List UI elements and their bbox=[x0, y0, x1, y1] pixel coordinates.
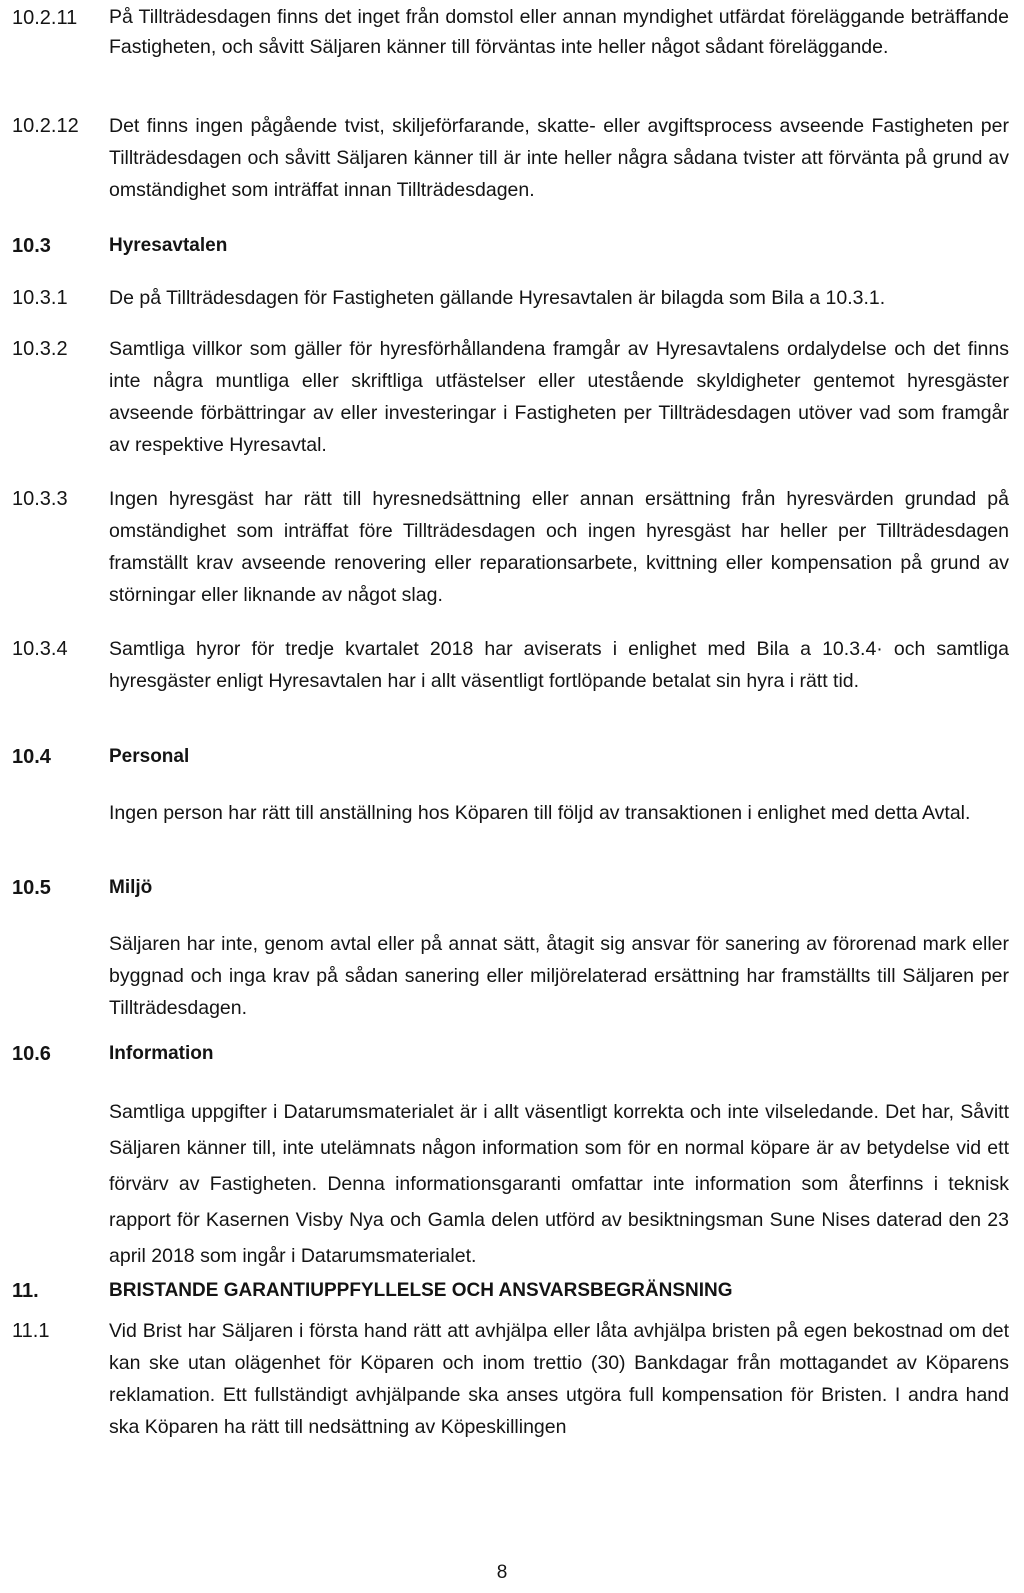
clause-text: På Tillträdesdagen finns det inget från domstol eller annan myndighet utfärdat föreläggande beträffande Fastigheten, och såvitt Säljaren känner till förväntas inte heller något sådant föreläggande. bbox=[109, 6, 1009, 58]
clause-text: Det finns ingen pågående tvist, skiljeförfarande, skatte- eller avgiftsprocess avseende Fastigheten per Tillträdesdagen och såvitt Säljaren känner till är inte heller några sådana tvister att förvänta på grund av omständighet som inträffat innan Tillträdesdagen. bbox=[109, 115, 1009, 201]
page-number: 8 bbox=[496, 1562, 508, 1583]
section-number: 10.5 bbox=[12, 877, 51, 899]
section-heading: Miljö bbox=[109, 877, 153, 898]
section-heading: Personal bbox=[109, 746, 190, 767]
section-number: 10.6 bbox=[12, 1043, 51, 1065]
section-heading: BRISTANDE GARANTIUPPFYLLELSE OCH ANSVARSBEGRÄNSNING bbox=[109, 1280, 733, 1301]
clause-number: 10.3.1 bbox=[12, 287, 68, 309]
section-number: 11. bbox=[12, 1280, 39, 1302]
clause-number: 10.3.4 bbox=[12, 638, 68, 660]
section-number: 10.4 bbox=[12, 746, 51, 768]
section-heading: Information bbox=[109, 1043, 214, 1064]
clause-number: 10.3.2 bbox=[12, 338, 68, 360]
clause-text: De på Tillträdesdagen för Fastigheten gällande Hyresavtalen är bilagda som Bila a 10.3.1. bbox=[109, 287, 886, 309]
clause-number: 11.1 bbox=[12, 1320, 50, 1342]
section-text: Säljaren har inte, genom avtal eller på annat sätt, åtagit sig ansvar för sanering av förorenad mark eller byggnad och inga krav på sådan sanering eller miljörelaterad ersättning har framställts till Säljaren per Tillträdesdagen. bbox=[109, 933, 1009, 1019]
clause-number: 10.2.12 bbox=[12, 115, 79, 137]
clause-number: 10.3.3 bbox=[12, 488, 68, 510]
clause-text: Vid Brist har Säljaren i första hand rätt att avhjälpa eller låta avhjälpa bristen på egen bekostnad om det kan ske utan olägenhet för Köparen och inom trettio (30) Bankdagar från mottagandet av Köparens reklamation. Ett fullständigt avhjälpande ska anses utgöra full kompensation för Bristen. I andra hand ska Köparen ha rätt till nedsättning av Köpeskillingen bbox=[109, 1320, 1009, 1438]
section-text: Ingen person har rätt till anställning hos Köparen till följd av transaktionen i enlighet med detta Avtal. bbox=[109, 802, 971, 824]
section-number: 10.3 bbox=[12, 235, 51, 257]
section-text: Samtliga uppgifter i Datarumsmaterialet är i allt väsentligt korrekta och inte vilseledande. Det har, Såvitt Säljaren känner till, inte utelämnats någon information som för en normal köpare är av betydelse vid ett förvärv av Fastigheten. Denna informationsgaranti omfattar inte information som återfinns i teknisk rapport för Kasernen Visby Nya och Gamla delen utförd av besiktningsman Sune Nises daterad den 23 april 2018 som ingår i Datarumsmaterialet. bbox=[109, 1101, 1009, 1267]
section-heading: Hyresavtalen bbox=[109, 235, 228, 256]
clause-text: Samtliga villkor som gäller för hyresförhållandena framgår av Hyresavtalens ordalydelse och det finns inte några muntliga eller skriftliga utfästelser eller utestående skyldigheter gentemot hyresgäster avseende förbättringar av eller investeringar i Fastigheten per Tillträdesdagen utöver vad som framgår av respektive Hyresavtal. bbox=[109, 338, 1009, 456]
clause-number: 10.2.11 bbox=[12, 7, 78, 29]
clause-text: Ingen hyresgäst har rätt till hyresnedsättning eller annan ersättning från hyresvärden grundad på omständighet som inträffat före Tillträdesdagen och ingen hyresgäst har heller per Tillträdesdagen framställt krav avseende renovering eller reparationsarbete, kvittning eller kompensation på grund av störningar eller liknande av något slag. bbox=[109, 488, 1009, 606]
clause-text: Samtliga hyror för tredje kvartalet 2018 har aviserats i enlighet med Bila a 10.3.4· och samtliga hyresgäster enligt Hyresavtalen har i allt väsentligt fortlöpande betalat sin hyra i rätt tid. bbox=[109, 638, 1009, 692]
